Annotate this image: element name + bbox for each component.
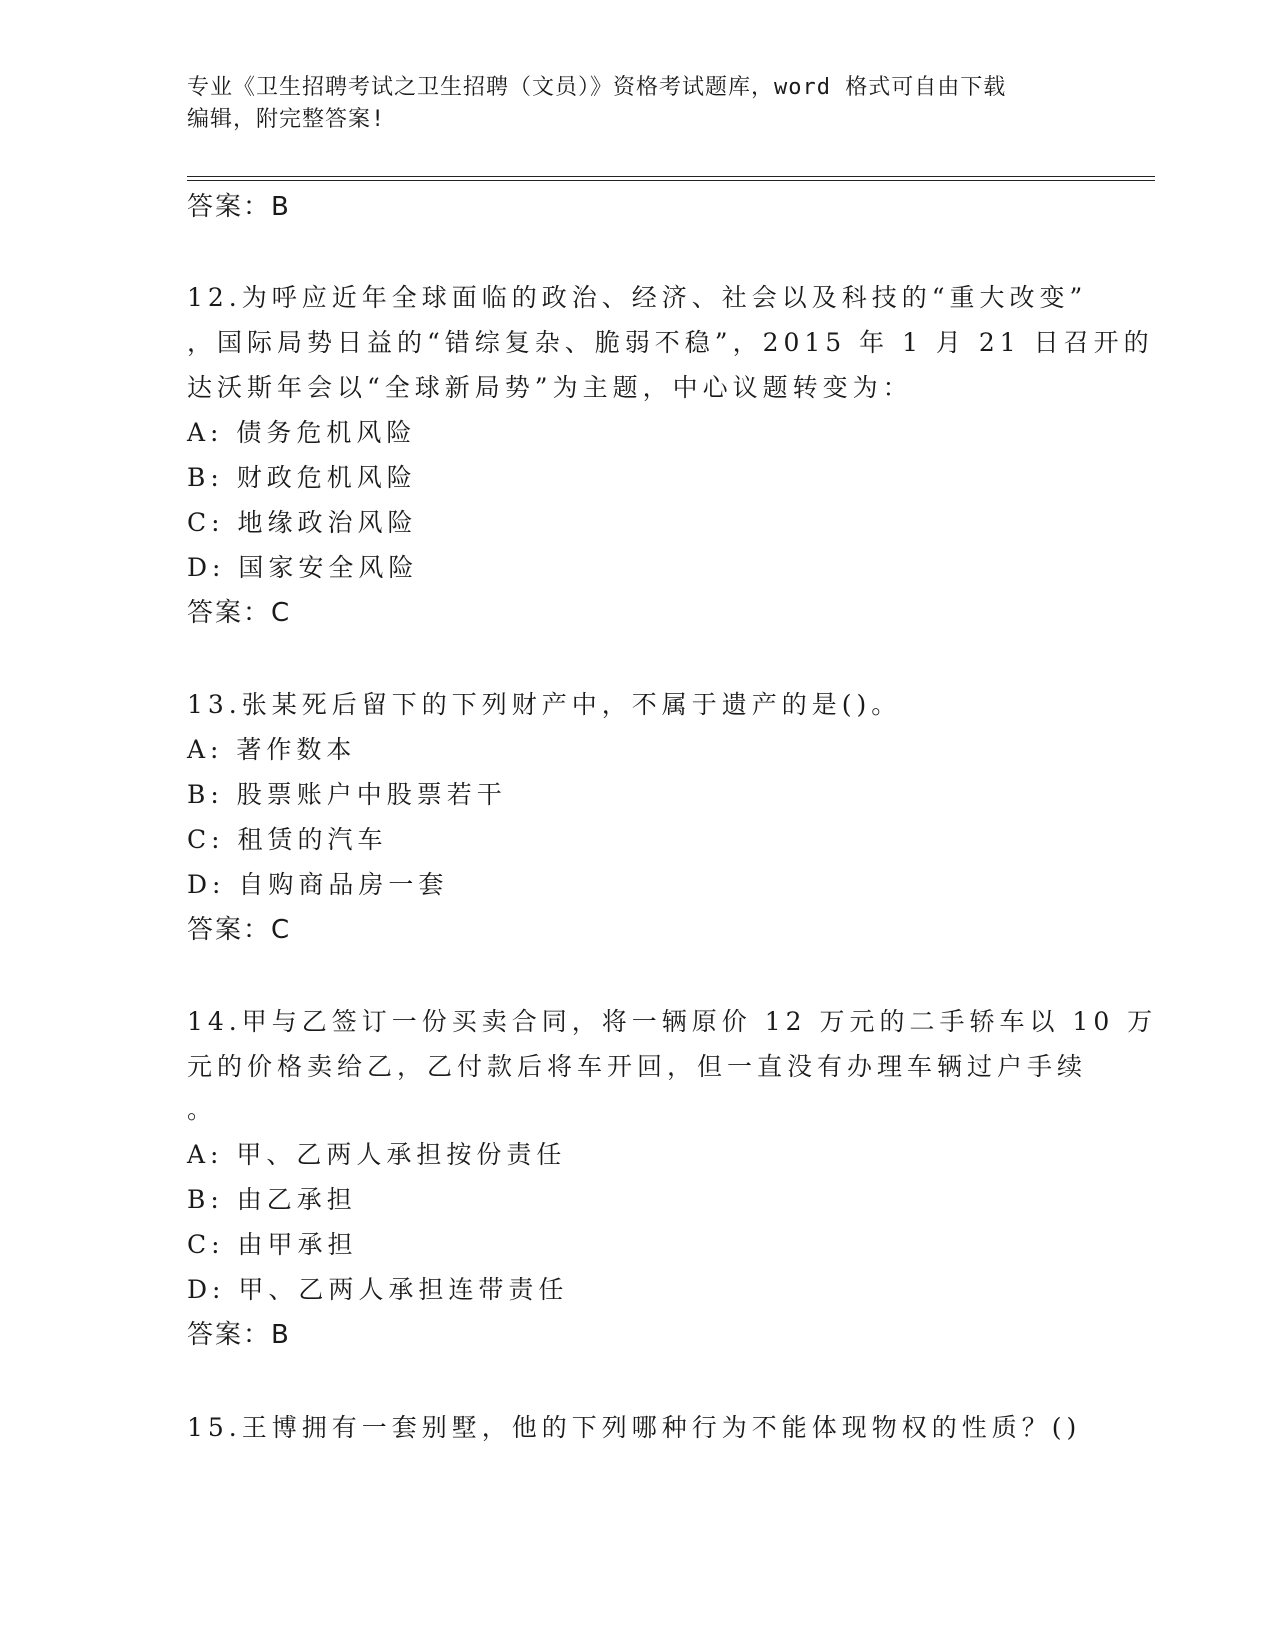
question-12-option-a: A: 债务危机风险	[187, 418, 417, 447]
header-text-line-2: 编辑，附完整答案!	[187, 107, 386, 132]
question-14-line-1: 14.甲与乙签订一份买卖合同，将一辆原价 12 万元的二手轿车以 10 万	[187, 1007, 1158, 1036]
answer-label: 答案：B	[187, 192, 291, 222]
question-12-answer: 答案：C	[187, 598, 292, 628]
question-15-line-1: 15.王博拥有一套别墅，他的下列哪种行为不能体现物权的性质？()	[187, 1413, 1082, 1442]
question-14-line-2: 元的价格卖给乙，乙付款后将车开回，但一直没有办理车辆过户手续	[187, 1052, 1088, 1081]
header-divider-bottom	[187, 180, 1155, 181]
question-13-option-b: B: 股票账户中股票若干	[187, 780, 507, 809]
question-12-line-2: ，国际局势日益的“错综复杂、脆弱不稳”，2015 年 1 月 21 日召开的	[187, 328, 1154, 357]
question-14-option-a: A: 甲、乙两人承担按份责任	[187, 1140, 567, 1169]
question-12-option-d: D: 国家安全风险	[187, 553, 419, 582]
question-12-line-3: 达沃斯年会以“全球新局势”为主题，中心议题转变为：	[187, 373, 913, 402]
question-13-answer: 答案：C	[187, 915, 292, 945]
question-14-option-c: C: 由甲承担	[187, 1230, 358, 1259]
question-14-option-b: B: 由乙承担	[187, 1185, 357, 1214]
question-14-line-3: 。	[187, 1095, 218, 1124]
question-14-option-d: D: 甲、乙两人承担连带责任	[187, 1275, 569, 1304]
question-13-option-a: A: 著作数本	[187, 735, 357, 764]
question-13-line-1: 13.张某死后留下的下列财产中，不属于遗产的是()。	[187, 690, 902, 719]
question-13-option-c: C: 租赁的汽车	[187, 825, 388, 854]
question-12-option-c: C: 地缘政治风险	[187, 508, 418, 537]
question-12-line-1: 12.为呼应近年全球面临的政治、经济、社会以及科技的“重大改变”	[187, 283, 1088, 312]
header-divider-top	[187, 176, 1155, 177]
question-13-option-d: D: 自购商品房一套	[187, 870, 449, 899]
header-text-line-1: 专业《卫生招聘考试之卫生招聘（文员）》资格考试题库，word 格式可自由下载	[187, 75, 1007, 100]
question-12-option-b: B: 财政危机风险	[187, 463, 417, 492]
question-14-answer: 答案：B	[187, 1320, 291, 1350]
